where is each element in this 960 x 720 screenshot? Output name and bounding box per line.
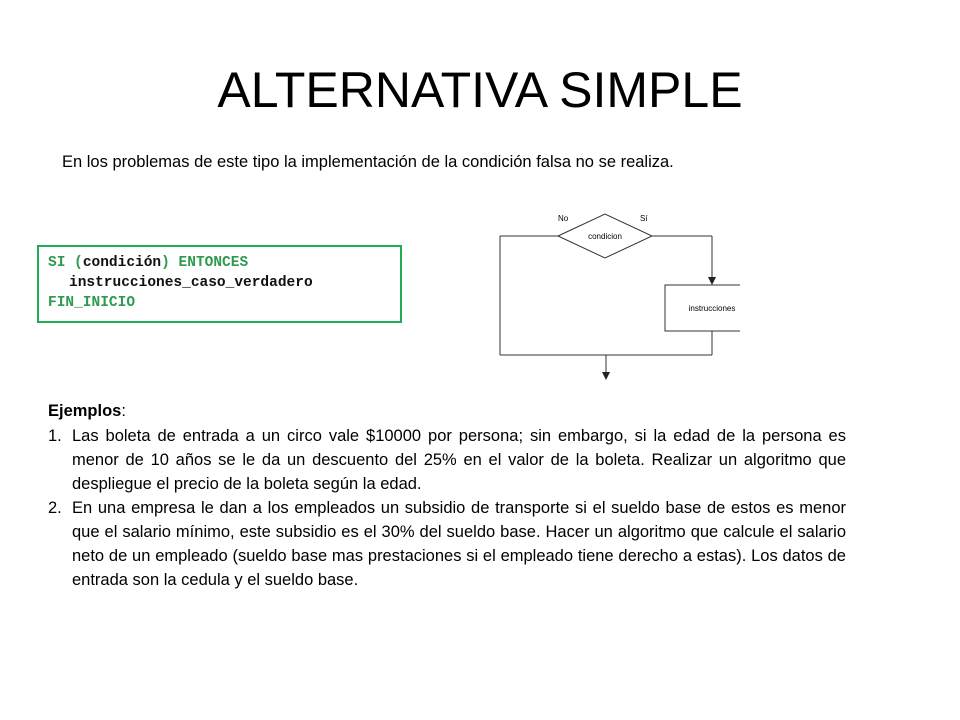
flow-label-si: Sí xyxy=(640,214,648,223)
code-paren-open: ( xyxy=(74,255,83,271)
code-line-3: FIN_INICIO xyxy=(48,295,136,311)
pseudocode-box xyxy=(37,245,402,323)
slide-title: ALTERNATIVA SIMPLE xyxy=(217,62,743,118)
code-keyword-entonces: ENTONCES xyxy=(178,255,249,271)
decision-label: condicion xyxy=(588,232,622,241)
flow-label-no: No xyxy=(558,214,569,223)
examples-section xyxy=(48,399,846,592)
list-item xyxy=(48,424,846,496)
code-paren-close: ) xyxy=(161,255,170,271)
list-item xyxy=(48,496,846,592)
process-label: instrucciones xyxy=(688,304,736,313)
list-item-number: 2. xyxy=(48,499,62,517)
intro-text: En los problemas de este tipo la implementación de la condición falsa no se realiza. xyxy=(62,153,674,171)
code-line-1 xyxy=(48,253,400,273)
code-keyword-si: SI xyxy=(48,255,66,271)
examples-list xyxy=(48,424,846,592)
list-item-number: 1. xyxy=(48,427,62,445)
list-item-text: Las boleta de entrada a un circo vale $10000 por persona; sin embargo, si la edad de la persona es menor de 10 años se le da un descuento del 25% en el valor de la boleta. Realizar un algoritmo que despliegue el precio de la boleta según la edad. xyxy=(72,427,846,493)
code-line-2: instrucciones_caso_verdadero xyxy=(69,275,313,291)
list-item-text: En una empresa le dan a los empleados un subsidio de transporte si el sueldo base de estos es menor que el salario mínimo, este subsidio es el 30% del sueldo base. Hacer un algoritmo que calcule el salario neto de un empleado (sueldo base mas prestaciones si el empleado tiene derecho a estas). Los datos de entrada son la cedula y el sueldo base. xyxy=(72,499,846,589)
code-condition: condición xyxy=(82,255,162,271)
flowchart-diagram xyxy=(490,205,740,385)
examples-heading: Ejemplos: xyxy=(48,402,126,420)
